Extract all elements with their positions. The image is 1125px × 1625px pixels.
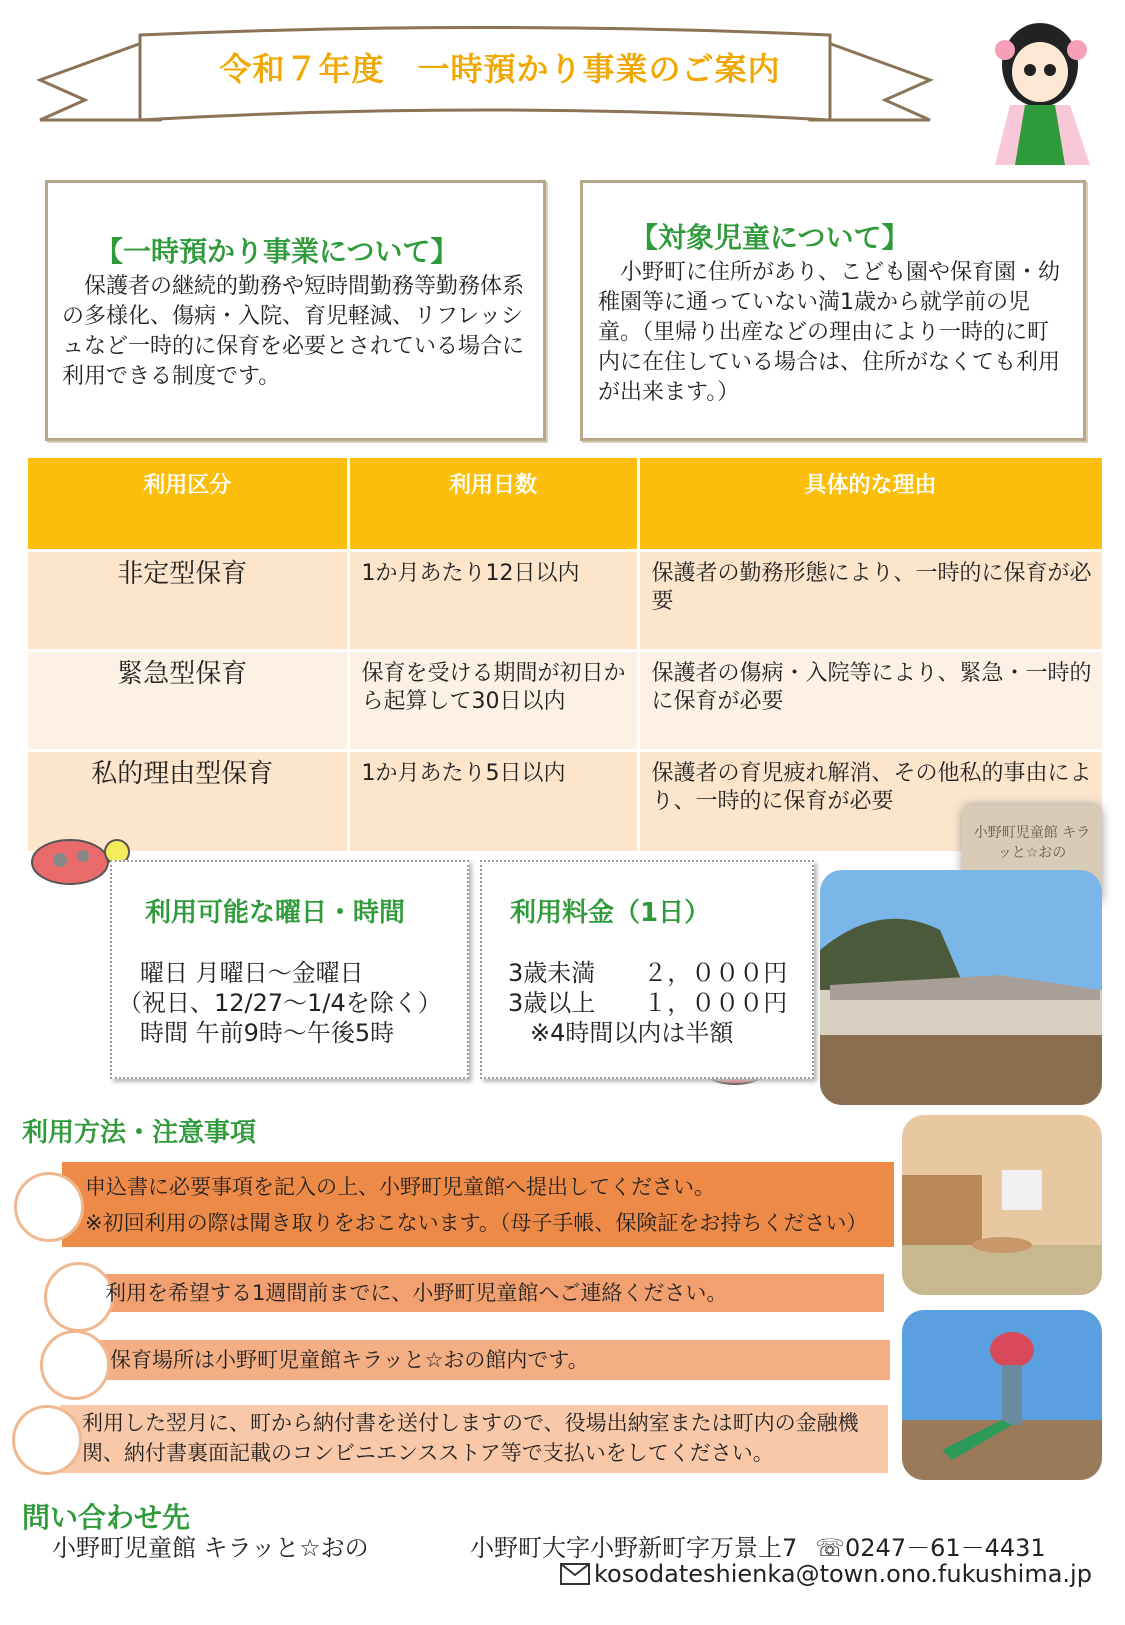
table-cell-reason: 保護者の育児疲れ解消、その他私的事由により、一時的に保育が必要 [638,751,1103,851]
fee-note-line: ※4時間以内は半額 [530,1019,734,1047]
hours-holiday-line: （祝日、12/27～1/4を除く） [118,989,442,1017]
table-cell-reason: 保護者の勤務形態により、一時的に保育が必要 [638,551,1103,651]
usage-step-2-text: 利用を希望する1週間前までに、小野町児童館へご連絡ください。 [105,1281,728,1305]
usage-step-3-circle [40,1330,110,1400]
contact-email[interactable]: kosodateshienka@town.ono.fukushima.jp [594,1560,1092,1588]
usage-step-4-text: 利用した翌月に、町から納付書を送付しますので、役場出納室または町内の金融機関、納付書裏面記載のコンビニエンスストア等で支払いをしてください。 [82,1411,859,1465]
usage-step-1-note: ※初回利用の際は聞き取りをおこないます。（母子手帳、保険証をお持ちください） [85,1211,868,1235]
playground-photo [902,1310,1102,1480]
usage-step-4-circle [12,1405,82,1475]
table-header-row [28,458,1103,551]
fee-over3-line: 3歳以上 １，０００円 [508,989,788,1017]
fee-heading: 利用料金（1日） [510,898,711,928]
available-hours-heading: 利用可能な曜日・時間 [145,898,406,928]
mail-icon [560,1563,590,1585]
usage-step-3-text: 保育場所は小野町児童館キラッと☆おの館内です。 [110,1348,589,1372]
target-children-heading: 【対象児童について】 [630,221,910,254]
usage-step-1-circle [14,1172,84,1242]
table-row [28,751,1103,851]
hours-days-line: 曜日 月曜日～金曜日 [140,959,364,987]
usage-notes-heading: 利用方法・注意事項 [22,1118,257,1148]
table-cell-category: 非定型保育 [28,551,348,651]
page-title: 令和７年度 一時預かり事業のご案内 [219,50,781,88]
table-header-reason: 具体的な理由 [638,458,1103,551]
table-cell-reason: 保護者の傷病・入院等により、緊急・一時的に保育が必要 [638,651,1103,751]
building-sign-text: 小野町児童館 キラッと☆おの [973,825,1091,861]
table-cell-days: 保育を受ける期間が初日から起算して30日以内 [348,651,638,751]
contact-phone: ☏0247－61－4431 [815,1534,1046,1562]
table-cell-days: 1か月あたり12日以内 [348,551,638,651]
usage-category-table [28,458,1105,851]
about-program-heading: 【一時預かり事業について】 [95,235,459,268]
usage-step-1-text: 申込書に必要事項を記入の上、小野町児童館へ提出してください。 [85,1175,715,1199]
building-exterior-photo [820,870,1102,1105]
contact-facility-name: 小野町児童館 キラッと☆おの [52,1534,369,1562]
playroom-interior-photo [902,1115,1102,1295]
contact-email-row [560,1560,1092,1588]
usage-step-2-circle [44,1262,114,1332]
table-row [28,551,1103,651]
table-cell-category: 緊急型保育 [28,651,348,751]
mascot-character-illustration [985,10,1105,170]
target-children-text: 小野町に住所があり、こども園や保育園・幼稚園等に通っていない満1歳から就学前の児童。（里帰り出産などの理由により一時的に町内に在住している場合は、住所がなくても利用が出来ます。） [598,260,1061,405]
table-row [28,651,1103,751]
contact-heading: 問い合わせ先 [22,1501,191,1534]
hours-time-line: 時間 午前9時～午後5時 [140,1019,395,1047]
table-header-days: 利用日数 [348,458,638,551]
table-cell-category: 私的理由型保育 [28,751,348,851]
contact-address: 小野町大字小野新町字万景上7 [470,1534,798,1562]
table-cell-days: 1か月あたり5日以内 [348,751,638,851]
about-program-text: 保護者の継続的勤務や短時間勤務等勤務体系の多様化、傷病・入院、育児軽減、リフレッシュなど一時的に保育を必要とされている場合に利用できる制度です。 [62,274,525,389]
fee-under3-line: 3歳未満 ２，０００円 [508,959,788,987]
table-header-category: 利用区分 [28,458,348,551]
